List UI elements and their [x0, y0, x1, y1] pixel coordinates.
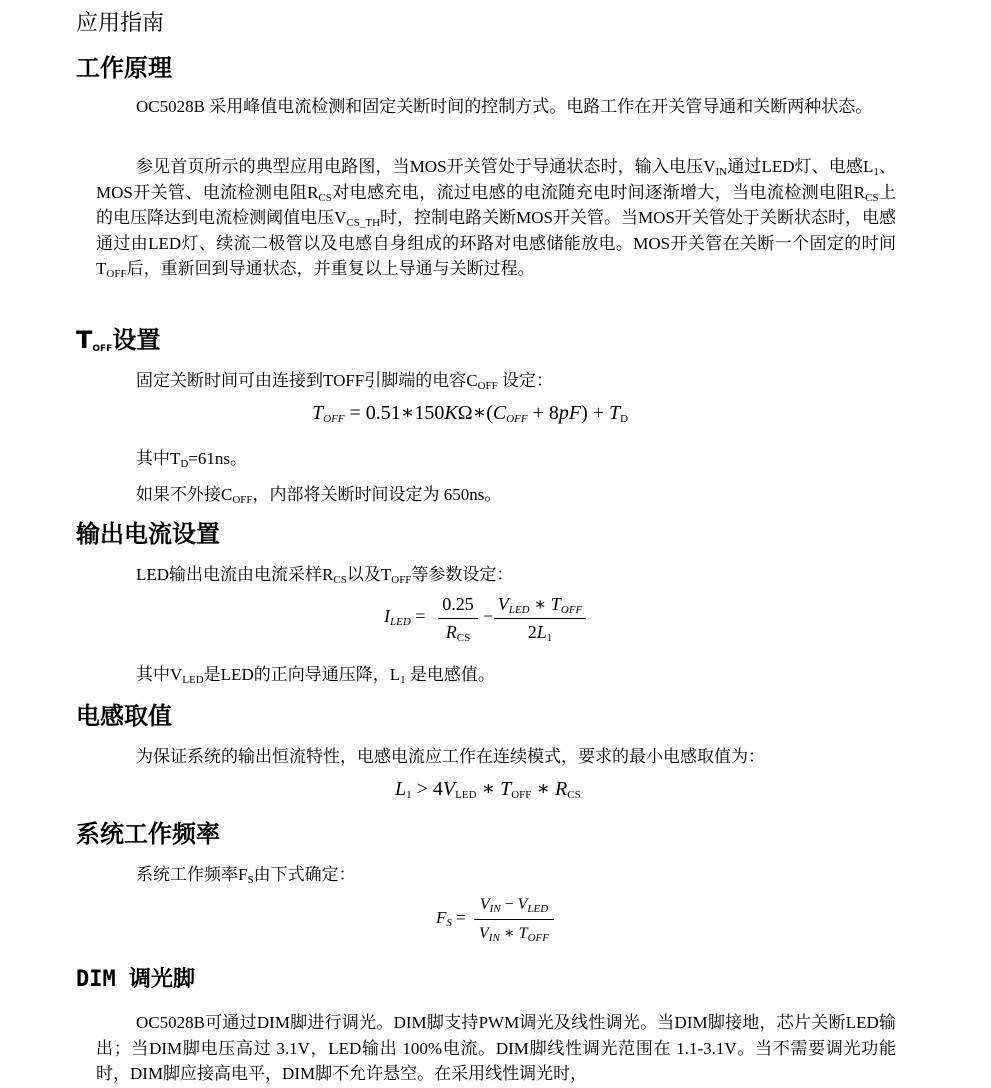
heading-working-principle: 工作原理	[76, 54, 172, 82]
iled-f2-denominator: $2L_1$	[527, 622, 553, 644]
iled-f1-numerator: 0.25	[442, 594, 474, 614]
section-label: 应用指南	[76, 11, 165, 36]
freq-intro: 系统工作频率$F_S$由下式确定：	[136, 865, 356, 886]
iled-f2-numerator: $V_{LED}$ ∗ $T_{OFF}$	[497, 594, 583, 616]
freq-lhs: $F_S$ =	[436, 908, 466, 929]
output-intro: LED输出电流由电流采样$R_{CS}$以及$T_{OFF}$等参数设定：	[136, 565, 514, 586]
paragraph-principle-2: 参见首页所示的典型应用电路图，当MOS开关管处于导通状态时，输入电压$V_{IN}$通过LED灯、电感$L_1$、MOS开关管、电流检测电阻$R_{CS}$对电感充电，流过电感的电流随充电时间逐渐增大，当电流检测电阻$R_{CS}$上的电压降达到电流检测阈值电压$V_{CS\_TH}$时，控制电路关断MOS开关管。当MOS开关管处于关断状态时，电感通过由LED灯、续流二极管以及电感自身组成的环路对电感储能放电。MOS开关管在关断一个固定的时间$T_{OFF}$后，重新回到导通状态，并重复以上导通与关断过程。	[96, 157, 897, 280]
freq-bar	[474, 919, 554, 920]
iled-f1-denominator: $R_{CS}$	[445, 622, 471, 644]
heading-inductor-value: 电感取值	[76, 702, 172, 730]
freq-denominator: $V_{IN}$ ∗ $T_{OFF}$	[479, 925, 549, 944]
iled-fraction-1	[436, 594, 480, 650]
paragraph-principle-1: OC5028B 采用峰值电流检测和固定关断时间的控制方式。电路工作在开关管导通和关断两种状态。	[136, 97, 873, 116]
inductor-formula: $L_1 > 4V_{LED}$ ∗ $T_{OFF}$ ∗ $R_{CS}$	[395, 778, 581, 801]
iled-f1-bar	[438, 618, 478, 619]
freq-numerator: $V_{IN} - V_{LED}$	[479, 896, 549, 915]
iled-fraction-2	[494, 594, 586, 650]
td-line: 其中$T_D=61ns$。	[136, 449, 248, 470]
heading-output-current: 输出电流设置	[76, 520, 220, 548]
heading-system-frequency: 系统工作频率	[76, 820, 220, 848]
freq-fraction	[474, 896, 554, 950]
paragraph-dim: OC5028B可通过DIM脚进行调光。DIM脚支持PWM调光及线性调光。当DIM脚接地，芯片关断LED输出；当DIM脚电压高过 3.1V，LED输出 100%电流。DIM脚线性调光范围在 1.1-3.1V。当不需要调光功能时，DIM脚应接高电平，DIM脚不允许悬空。在采用线性调光时，	[96, 1013, 896, 1083]
iled-minus: −	[483, 606, 494, 626]
heading-dim-pin: DIM 调光脚	[76, 967, 195, 992]
iled-lhs: $I_{LED}$ =	[384, 606, 426, 628]
toff-intro: 固定关断时间可由连接到TOFF引脚端的电容$C_{OFF}$ 设定：	[136, 371, 554, 392]
vled-line: 其中$V_{LED}$是LED的正向导通压降，$L_1$ 是电感值。	[136, 665, 495, 686]
inductor-intro: 为保证系统的输出恒流特性，电感电流应工作在连续模式，要求的最小电感取值为：	[136, 747, 765, 766]
toff-formula: $T_{OFF}$ = $0.51∗150K\Omega∗(C_{OFF} + 8pF) + T_D$	[312, 402, 629, 425]
iled-f2-bar	[494, 618, 586, 619]
heading-toff-setting: $T_{OFF}$设置	[76, 326, 161, 354]
no-coff-line: 如果不外接$C_{OFF}$，内部将关断时间设定为 650ns。	[136, 485, 502, 506]
